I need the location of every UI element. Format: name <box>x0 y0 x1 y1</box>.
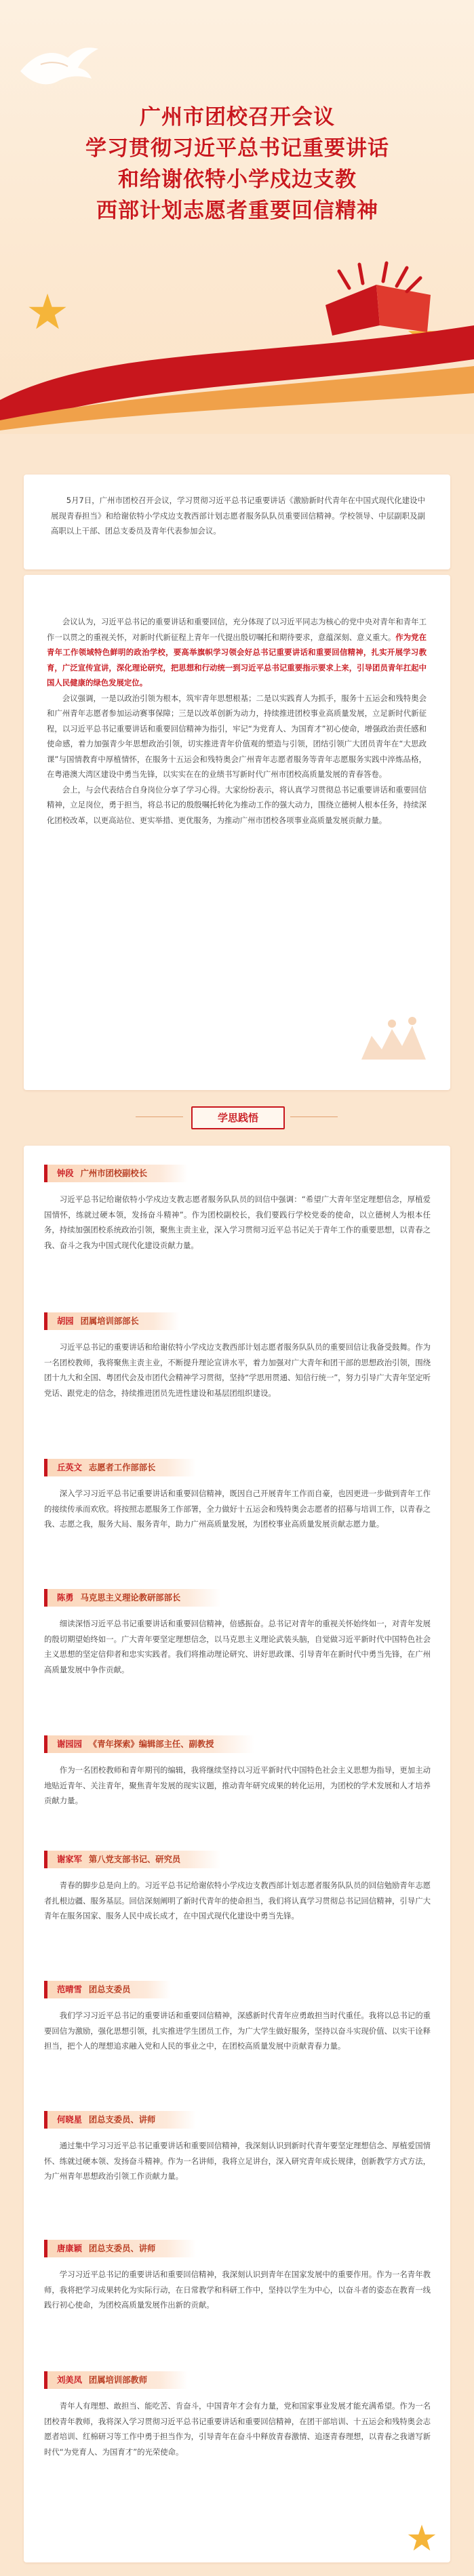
swoosh-decoration <box>0 319 474 434</box>
speaker-role: 志愿者工作部部长 <box>88 1463 156 1472</box>
speaker-text: 学习习近平总书记的重要讲话和重要回信精神，我深刻认识到青年在国家发展中的重要作用。作为一名青年教师，我将把学习成果转化为实际行动，在日常教学和科研工作中，坚持以学生为中心，以奋斗者的姿态在教育一线践行初心使命，为团校高质量发展作出新的贡献。 <box>44 2270 431 2310</box>
speaker-block <box>44 1981 431 2054</box>
speaker-role: 团总支委员 <box>88 1985 131 1994</box>
speaker-block <box>44 2371 431 2459</box>
speaker-role: 团属培训部教师 <box>88 2375 147 2385</box>
intro-card <box>24 475 450 569</box>
speaker-block <box>44 1459 431 1532</box>
speaker-text: 习近平总书记的重要讲话和给谢依特小学戍边支教西部计划志愿者服务队队员的重要回信让我备受鼓舞。作为一名团校教师，我将聚焦主责主业，不断提升理论宣讲水平，着力加强对广大青年和团干部的思想政治引领，围绕团十九大和全国、粤团代会及市团代会精神学习贯彻，坚持“学思用贯通、知信行统一”，努力引导广大青年坚定听党话、跟党走的信念，持续推进团员先进性建设和基层团组织建设。 <box>44 1342 431 1398</box>
speaker-text: 作为一名团校教师和青年期刊的编辑，我将继续坚持以习近平新时代中国特色社会主义思想为指导，更加主动地贴近青年、关注青年，聚焦青年发展的现实议题，推动青年研究成果的转化运用，为团校的学术发展和人才培养贡献力量。 <box>44 1765 431 1805</box>
speaker-name: 谢家军 <box>57 1855 82 1864</box>
watermark-silhouette <box>358 1015 433 1063</box>
speaker-block <box>44 1735 431 1809</box>
speaker-role: 《青年探索》编辑部主任、副教授 <box>88 1739 214 1749</box>
speaker-block <box>44 1165 431 1253</box>
speaker-name: 钟段 <box>57 1169 74 1178</box>
speaker-name: 胡园 <box>57 1316 74 1326</box>
title-line-1: 广州市团校召开会议 <box>140 105 335 129</box>
speaker-block <box>44 2240 431 2313</box>
speaker-name: 唐康颖 <box>57 2244 82 2253</box>
header-banner <box>0 0 474 434</box>
speaker-text: 深入学习习近平总书记重要讲话和重要回信精神，既因自己开展青年工作而自豪，也因更进一步做到青年工作的接续传承而欢欣。将按照志愿服务工作部署，全力做好十五运会和残特奥会志愿者的招募与培训工作，以青春之我、志愿之我，服务大局、服务青年，助力广州高质量发展，为团校事业高质量发展贡献志愿力量。 <box>44 1489 431 1529</box>
speaker-tag <box>44 1312 180 1330</box>
speaker-block <box>44 1312 431 1401</box>
meeting-summary-card <box>24 575 450 1090</box>
star-icon-3 <box>407 2523 437 2553</box>
speakers-card <box>24 1146 450 2562</box>
page-title <box>41 102 434 226</box>
speaker-tag <box>44 1981 171 1998</box>
speaker-text: 细读深悟习近平总书记重要讲话和重要回信精神，倍感振奋。总书记对青年的重视关怀始终如一，对青年发展的殷切期望始终如一。广大青年要坚定理想信念，以马克思主义理论武装头脑，自觉做习近平新时代中国特色社会主义思想的坚定信仰者和忠实实践者。我们将推动理论研究、讲好思政课、引导青年在新时代中勇当先锋，在广州高质量发展中争作贡献。 <box>44 1619 431 1674</box>
title-line-3: 和给谢依特小学戍边支教 <box>118 167 357 192</box>
speaker-name: 丘英文 <box>57 1463 82 1472</box>
dove-icon <box>14 34 102 95</box>
speaker-role: 团总支委员、讲师 <box>88 2115 156 2125</box>
speaker-tag <box>44 2240 196 2257</box>
divider-left <box>136 1116 183 1117</box>
meeting-highlight: 作为党在青年工作领域特色鲜明的政治学校，要高举旗帜学习领会好总书记重要讲话和重要回信精神，扎实开展学习教育，广泛宣传宣讲，深化理论研究，把思想和行动统一到习近平总书记重要指示要求上来，引导团员青年扛起中国人民健康的绿色发展定位。 <box>47 632 427 687</box>
speaker-name: 何晓星 <box>57 2115 82 2125</box>
speaker-block <box>44 1851 431 1924</box>
speaker-role: 团总支委员、讲师 <box>88 2244 156 2253</box>
speaker-name: 谢园园 <box>57 1739 82 1749</box>
speaker-role: 马克思主义理论教研部部长 <box>80 1593 181 1603</box>
speaker-role: 第八党支部书记、研究员 <box>88 1855 181 1864</box>
speaker-role: 团属培训部部长 <box>80 1316 139 1326</box>
section-header <box>0 1097 474 1138</box>
speaker-tag <box>44 1459 196 1476</box>
speaker-tag <box>44 1851 221 1868</box>
speaker-block <box>44 1589 431 1677</box>
speaker-name: 刘美凤 <box>57 2375 82 2385</box>
divider-right <box>290 1116 338 1117</box>
meeting-paragraph-2: 会议强调，一是以政治引领为根本，筑牢青年思想根基；二是以实践育人为抓手，服务十五运会和残特奥会和广州青年志愿者参加运动赛事保障；三是以改革创新为动力，持续推进团校事业高质量发展，立足新时代新征程，以习近平总书记重要讲话和重要回信精神为指引，牢记“为党育人、为国育才”初心使命，增强政治责任感和使命感，着力加强青少年思想政治引领，切实推进青年价值观的塑造与引领，团结引领广大团员青年在“大思政课”与国情教育中厚植情怀，在服务十五运会和残特奥会广州青年志愿者服务等青年志愿服务实践中淬炼品格，在粤港澳大湾区建设中勇当先锋，以实实在在的业绩书写新时代广州市团校高质量发展的青春答卷。 <box>47 693 427 779</box>
title-line-4: 西部计划志愿者重要回信精神 <box>96 199 378 223</box>
speaker-text: 青春的脚步总是向上的。习近平总书记给谢依特小学戍边支教西部计划志愿者服务队队员的回信勉励青年志愿者扎根边疆、服务基层。回信深刻阐明了新时代青年的使命担当，我们将认真学习贯彻总书记回信精神，引导广大青年在服务国家、服务人民中成长成才，在中国式现代化建设中勇当先锋。 <box>44 1880 431 1920</box>
speaker-text: 通过集中学习习近平总书记重要讲话和重要回信精神，我深刻认识到新时代青年要坚定理想信念、厚植爱国情怀、练就过硬本领、发扬奋斗精神。作为一名讲师，我将立足讲台，深入研究青年成长规律，创新教学方式方法，为广州青年思想政治引领工作贡献力量。 <box>44 2141 431 2181</box>
meeting-paragraph-3: 会上，与会代表结合自身岗位分享了学习心得。大家纷纷表示，将认真学习贯彻总书记重要讲话和重要回信精神，立足岗位，勇于担当，将总书记的殷殷嘱托转化为推动工作的强大动力，围绕立德树人根本任务，持续深化团校改革，以更高站位、更实举措、更优服务，为推动广州市团校各项事业高质量发展贡献力量。 <box>47 784 427 825</box>
speaker-tag <box>44 1165 188 1182</box>
speaker-text: 青年人有理想、敢担当、能吃苦、肯奋斗，中国青年才会有力量，党和国家事业发展才能充满希望。作为一名团校青年教师，我将深入学习贯彻习近平总书记重要讲话和重要回信精神，在团干部培训、十五运会和残特奥会志愿者培训、红棉研习等工作中勇于担当作为，引导青年在奋斗中释放青春激情、追逐青春理想，以青春之我谱写新时代“为党育人、为国育才”的光荣使命。 <box>44 2401 431 2457</box>
speaker-tag <box>44 2111 196 2129</box>
speaker-role: 广州市团校副校长 <box>80 1169 147 1178</box>
speaker-text: 习近平总书记给谢依特小学戍边支教志愿者服务队队员的回信中强调：“希望广大青年坚定理想信念，厚植爱国情怀，练就过硬本领，发扬奋斗精神”。作为团校副校长，我们要践行学校党委的使命，以立德树人为根本任务，持续加强团校系统政治引领，聚焦主责主业，深入学习贯彻习近平总书记关于青年工作的重要思想，以青春之我、奋斗之我为中国式现代化建设贡献力量。 <box>44 1194 431 1250</box>
speaker-text: 我们学习习近平总书记的重要讲话和重要回信精神，深感新时代青年应勇敢担当时代重任。我将以总书记的重要回信为激励，强化思想引领，扎实推进学生团员工作，为广大学生做好服务，坚持以奋斗实现价值、以实干诠释担当，把个人的理想追求融入党和人民的事业之中，在团校高质量发展中贡献青春力量。 <box>44 2011 431 2051</box>
intro-paragraph: 5月7日，广州市团校召开会议，学习贯彻习近平总书记重要讲话《激励新时代青年在中国式现代化建设中展现青春担当》和给谢依特小学戍边支教西部计划志愿者服务队队员重要回信精神。学校领导、中层副职及副高职以上干部、团总支委员及青年代表参加会议。 <box>51 496 425 536</box>
speaker-name: 范晴雪 <box>57 1985 82 1994</box>
meeting-paragraph-1-text: 会议认为，习近平总书记的重要讲话和重要回信，充分体现了以习近平同志为核心的党中央对青年和青年工作一以贯之的重视关怀，对新时代新征程上青年一代提出殷切嘱托和期待要求，意蕴深刻、意义重大。 <box>47 617 427 642</box>
speaker-name: 陈勇 <box>57 1593 74 1603</box>
speaker-tag <box>44 2371 188 2389</box>
speaker-tag <box>44 1589 221 1607</box>
section-label: 学思践悟 <box>191 1106 285 1129</box>
speaker-tag <box>44 1735 254 1753</box>
title-line-2: 学习贯彻习近平总书记重要讲话 <box>85 136 389 161</box>
speaker-block <box>44 2111 431 2184</box>
meeting-paragraph-1 <box>47 614 427 691</box>
